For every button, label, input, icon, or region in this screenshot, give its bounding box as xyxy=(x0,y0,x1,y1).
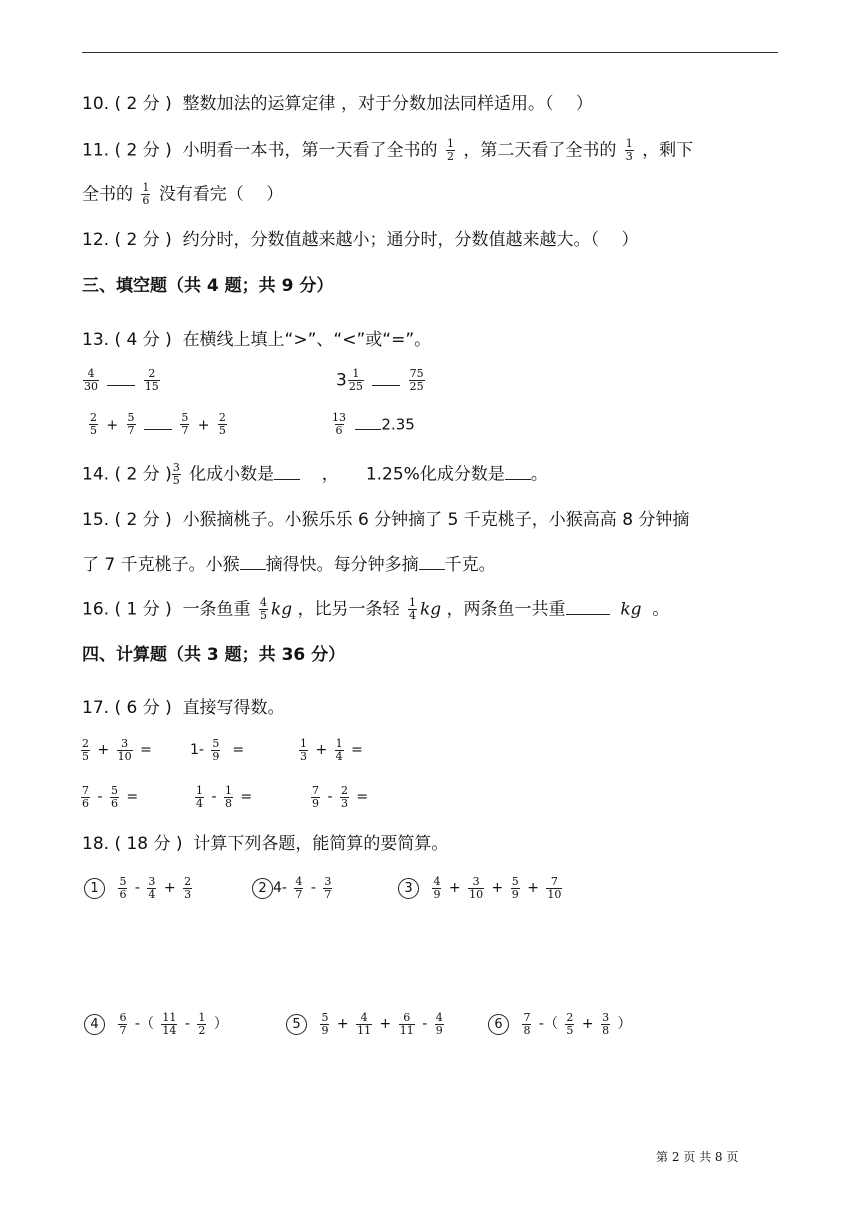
denominator: 7 xyxy=(127,424,135,437)
fraction xyxy=(259,597,268,622)
operator: -（ xyxy=(134,1016,154,1032)
fraction xyxy=(468,876,484,901)
numerator: 13 xyxy=(332,411,346,424)
unit: kg xyxy=(419,599,442,620)
denominator: 8 xyxy=(224,796,232,810)
numerator: 2 xyxy=(566,1010,574,1024)
denominator: 8 xyxy=(602,1023,610,1037)
operator: + xyxy=(491,880,504,896)
q-text: ，比另一条轻 xyxy=(297,599,400,620)
numerator: 6 xyxy=(403,1010,411,1024)
q-text: ，两条鱼一共重 xyxy=(446,599,566,620)
fraction xyxy=(89,412,98,437)
operator: -（ xyxy=(538,1016,558,1032)
denominator: 9 xyxy=(312,796,319,810)
denominator: 14 xyxy=(162,1023,177,1037)
operator: + xyxy=(379,1016,392,1032)
numerator: 4 xyxy=(360,1010,368,1024)
q-number: 16. xyxy=(82,599,110,620)
fraction xyxy=(511,876,520,901)
operator: + xyxy=(448,880,461,896)
fraction xyxy=(348,368,364,393)
numerator: 2 xyxy=(82,736,89,750)
calc-18-4 xyxy=(84,1010,228,1038)
calc-17-3 xyxy=(296,736,363,764)
numerator: 11 xyxy=(162,1010,177,1024)
equals: = xyxy=(232,742,245,758)
denominator: 11 xyxy=(357,1023,372,1037)
operator: - xyxy=(310,880,316,896)
fraction xyxy=(399,1012,415,1037)
fraction xyxy=(409,368,425,393)
operand: 1- xyxy=(190,742,204,758)
denominator: 10 xyxy=(117,749,132,763)
fraction xyxy=(331,412,347,437)
numerator: 3 xyxy=(324,874,332,888)
answer-blank[interactable] xyxy=(274,479,300,480)
unit: kg xyxy=(620,599,642,620)
whole-number: 3 xyxy=(336,370,347,391)
numerator: 6 xyxy=(119,1010,127,1024)
circled-number: 1 xyxy=(84,878,105,899)
numerator: 4 xyxy=(87,367,95,380)
numerator: 4 xyxy=(435,1010,443,1024)
q-text: 整数加法的运算定律 ，对于分数加法同样适用。（ ） xyxy=(182,94,593,114)
fraction xyxy=(299,738,308,763)
numerator: 7 xyxy=(312,783,319,797)
decimal-value: 2.35 xyxy=(381,415,415,434)
fraction xyxy=(320,1012,329,1037)
numerator: 1 xyxy=(408,596,416,609)
fraction xyxy=(224,785,233,810)
operator: ） xyxy=(617,1016,632,1032)
question-16 xyxy=(82,597,669,622)
compare-c xyxy=(86,412,230,438)
numerator: 2 xyxy=(90,411,97,424)
denominator: 5 xyxy=(90,424,97,437)
numerator: 5 xyxy=(181,411,189,424)
numerator: 3 xyxy=(472,874,480,888)
denominator: 9 xyxy=(435,1023,443,1037)
operator: + xyxy=(106,417,119,434)
q-score: ( 2 分 ) xyxy=(114,230,172,250)
fraction xyxy=(546,876,562,901)
q-score: ( 18 分 ) xyxy=(114,834,183,854)
fraction xyxy=(81,785,90,810)
fraction xyxy=(211,738,220,763)
numerator: 3 xyxy=(148,874,156,888)
fraction xyxy=(323,876,332,901)
numerator: 7 xyxy=(82,783,89,797)
operator: - xyxy=(97,789,103,805)
numerator: 2 xyxy=(340,783,348,797)
denominator: 6 xyxy=(82,796,89,810)
denominator: 5 xyxy=(172,474,180,487)
operator: ） xyxy=(213,1016,228,1032)
fraction xyxy=(435,1012,444,1037)
q-text: 千克。 xyxy=(444,555,496,575)
denominator: 4 xyxy=(196,796,203,810)
answer-blank[interactable] xyxy=(240,569,266,570)
denominator: 2 xyxy=(198,1023,206,1037)
numerator: 5 xyxy=(511,874,519,888)
fraction xyxy=(118,876,127,901)
equals: = xyxy=(140,742,152,758)
denominator: 4 xyxy=(408,609,416,622)
fraction xyxy=(197,1012,206,1037)
question-14 xyxy=(82,462,548,487)
calc-17-5 xyxy=(192,783,252,811)
answer-blank[interactable] xyxy=(355,429,381,430)
numerator: 2 xyxy=(184,874,192,888)
q-score: ( 1 分 ) xyxy=(114,599,172,620)
answer-blank[interactable] xyxy=(566,614,610,615)
equals: = xyxy=(351,742,363,758)
numerator: 5 xyxy=(110,783,118,797)
numerator: 1 xyxy=(625,137,633,150)
calc-17-2 xyxy=(190,736,244,764)
denominator: 10 xyxy=(469,887,484,901)
q-text: 小猴摘桃子。小猴乐乐 6 分钟摘了 5 千克桃子，小猴高高 8 分钟摘 xyxy=(182,510,690,530)
header-rule xyxy=(82,52,778,53)
numerator: 7 xyxy=(550,874,558,888)
denominator: 5 xyxy=(82,749,89,763)
compare-a xyxy=(80,368,163,393)
numerator: 3 xyxy=(121,736,129,750)
operator: + xyxy=(527,880,539,896)
denominator: 3 xyxy=(300,749,307,763)
denominator: 11 xyxy=(399,1023,414,1037)
equals: = xyxy=(240,789,253,805)
equals: = xyxy=(356,789,369,805)
fraction xyxy=(446,138,455,163)
operator: + xyxy=(581,1016,594,1032)
q-number: 10. xyxy=(82,94,110,114)
numerator: 1 xyxy=(446,137,454,150)
question-12 xyxy=(82,228,638,252)
q-score: ( 4 分 ) xyxy=(114,330,172,350)
q-number: 14. xyxy=(82,464,110,485)
numerator: 1 xyxy=(352,367,360,380)
q-score: ( 2 分 ) xyxy=(114,510,172,530)
fraction xyxy=(340,785,349,810)
q-text: 直接写得数。 xyxy=(182,698,285,718)
q-text: 化成小数是 xyxy=(189,464,275,485)
calc-18-2 xyxy=(252,874,335,902)
operand: 4- xyxy=(273,880,287,896)
numerator: 5 xyxy=(321,1010,329,1024)
circled-number: 6 xyxy=(488,1014,509,1035)
fraction xyxy=(81,738,90,763)
q-text: 在横线上填上“>”、“<”或“=”。 xyxy=(182,330,432,350)
denominator: 9 xyxy=(511,887,519,901)
q-text: 了 7 千克桃子。小猴 xyxy=(82,555,240,575)
answer-blank[interactable] xyxy=(505,479,531,480)
q-text: ，第二天看了全书的 xyxy=(463,140,617,161)
question-11 xyxy=(82,138,693,163)
question-11-cont xyxy=(82,182,283,207)
calc-17-6 xyxy=(308,783,368,811)
denominator: 5 xyxy=(218,424,226,437)
q-text: 。 xyxy=(652,599,670,620)
denominator: 3 xyxy=(340,796,348,810)
fraction xyxy=(294,876,303,901)
fraction xyxy=(127,412,136,437)
q-text: ，剩下 xyxy=(642,140,694,161)
denominator: 25 xyxy=(409,380,424,393)
fraction xyxy=(83,368,99,393)
operator: + xyxy=(336,1016,349,1032)
calc-18-5 xyxy=(286,1010,447,1038)
q-text: 。 xyxy=(530,464,548,485)
operator: - xyxy=(134,880,140,896)
fraction xyxy=(117,738,133,763)
question-13 xyxy=(82,328,431,352)
denominator: 30 xyxy=(84,380,98,393)
numerator: 3 xyxy=(602,1010,610,1024)
numerator: 5 xyxy=(212,736,220,750)
fraction xyxy=(118,1012,127,1037)
numerator: 75 xyxy=(409,367,424,380)
q-score: ( 2 分 ) xyxy=(114,94,172,114)
section-4-heading: 四、计算题（共 3 题；共 36 分） xyxy=(82,645,346,665)
numerator: 1 xyxy=(196,783,203,797)
numerator: 1 xyxy=(335,736,343,750)
compare-d xyxy=(328,412,415,437)
numerator: 4 xyxy=(295,874,303,888)
denominator: 6 xyxy=(335,424,343,437)
fraction xyxy=(335,738,344,763)
circled-number: 4 xyxy=(84,1014,105,1035)
denominator: 6 xyxy=(142,194,150,207)
answer-blank[interactable] xyxy=(372,385,400,386)
q-number: 15. xyxy=(82,510,110,530)
question-17 xyxy=(82,696,285,720)
calc-18-1 xyxy=(84,874,195,902)
q-text: 约分时，分数值越来越小；通分时，分数值越来越大。（ ） xyxy=(182,230,639,250)
denominator: 9 xyxy=(321,1023,329,1037)
numerator: 1 xyxy=(300,736,307,750)
q-number: 17. xyxy=(82,698,110,718)
answer-blank[interactable] xyxy=(144,429,172,430)
fraction xyxy=(144,368,160,393)
question-10 xyxy=(82,92,593,116)
unit: kg xyxy=(270,599,293,620)
q-text: 小明看一本书，第一天看了全书的 xyxy=(182,140,438,161)
operator: + xyxy=(97,742,110,758)
fraction xyxy=(172,462,181,487)
denominator: 7 xyxy=(181,424,189,437)
denominator: 8 xyxy=(523,1023,531,1037)
circled-number: 3 xyxy=(398,878,419,899)
q-text: 一条鱼重 xyxy=(182,599,251,620)
denominator: 6 xyxy=(119,887,127,901)
q-score: ( 6 分 ) xyxy=(114,698,172,718)
q-number: 11. xyxy=(82,140,110,161)
denominator: 2 xyxy=(446,150,454,163)
fraction xyxy=(522,1012,531,1037)
q-text: 摘得快。每分钟多摘 xyxy=(265,555,419,575)
question-15-cont xyxy=(82,553,496,577)
denominator: 7 xyxy=(324,887,332,901)
q-number: 13. xyxy=(82,330,110,350)
operator: - xyxy=(184,1016,190,1032)
fraction xyxy=(147,876,156,901)
calc-18-6 xyxy=(488,1010,632,1038)
fraction xyxy=(432,876,441,901)
denominator: 3 xyxy=(625,150,633,163)
section-3-heading: 三、填空题（共 4 题；共 9 分） xyxy=(82,276,334,296)
fraction xyxy=(356,1012,372,1037)
answer-blank[interactable] xyxy=(107,385,135,386)
operator: + xyxy=(163,880,176,896)
denominator: 4 xyxy=(335,749,343,763)
operator: - xyxy=(422,1016,428,1032)
denominator: 5 xyxy=(566,1023,574,1037)
denominator: 9 xyxy=(433,887,441,901)
answer-blank[interactable] xyxy=(419,569,445,570)
denominator: 7 xyxy=(295,887,303,901)
question-15 xyxy=(82,508,689,532)
page-footer: 第 2 页 共 8 页 xyxy=(656,1150,739,1164)
fraction xyxy=(565,1012,574,1037)
denominator: 6 xyxy=(110,796,118,810)
q-text: ， xyxy=(321,464,339,485)
denominator: 9 xyxy=(212,749,220,763)
fraction xyxy=(110,785,119,810)
fraction xyxy=(195,785,204,810)
fraction xyxy=(408,597,417,622)
fraction xyxy=(218,412,227,437)
question-18 xyxy=(82,832,448,856)
calc-17-1 xyxy=(78,736,152,764)
operator: + xyxy=(197,417,210,434)
numerator: 1 xyxy=(142,181,150,194)
circled-number: 5 xyxy=(286,1014,307,1035)
operator: - xyxy=(327,789,333,805)
q-text: 计算下列各题，能简算的要简算。 xyxy=(193,834,449,854)
q-text: 1.25%化成分数是 xyxy=(365,464,505,485)
numerator: 5 xyxy=(127,411,135,424)
q-score: ( 2 分 ) xyxy=(114,464,172,485)
numerator: 3 xyxy=(172,461,180,474)
q-score: ( 2 分 ) xyxy=(114,140,172,161)
numerator: 2 xyxy=(218,411,226,424)
denominator: 10 xyxy=(547,887,562,901)
fraction xyxy=(183,876,192,901)
fraction xyxy=(141,182,150,207)
numerator: 4 xyxy=(433,874,441,888)
numerator: 1 xyxy=(224,783,232,797)
fraction xyxy=(311,785,320,810)
compare-b xyxy=(336,368,428,393)
denominator: 15 xyxy=(144,380,159,393)
denominator: 25 xyxy=(348,380,363,393)
equals: = xyxy=(126,789,139,805)
circled-number: 2 xyxy=(252,878,273,899)
fraction xyxy=(161,1012,177,1037)
denominator: 5 xyxy=(259,609,267,622)
q-number: 12. xyxy=(82,230,110,250)
numerator: 4 xyxy=(259,596,267,609)
numerator: 2 xyxy=(148,367,156,380)
calc-18-3 xyxy=(398,874,565,902)
operator: - xyxy=(211,789,217,805)
numerator: 1 xyxy=(198,1010,206,1024)
denominator: 3 xyxy=(184,887,192,901)
q-text: 没有看完（ ） xyxy=(158,184,284,205)
numerator: 5 xyxy=(119,874,127,888)
fraction xyxy=(601,1012,610,1037)
q-text: 全书的 xyxy=(82,184,133,205)
denominator: 7 xyxy=(119,1023,127,1037)
fraction xyxy=(180,412,189,437)
numerator: 7 xyxy=(523,1010,531,1024)
operator: + xyxy=(315,742,328,758)
denominator: 4 xyxy=(148,887,156,901)
fraction xyxy=(625,138,634,163)
q-number: 18. xyxy=(82,834,110,854)
calc-17-4 xyxy=(78,783,138,811)
